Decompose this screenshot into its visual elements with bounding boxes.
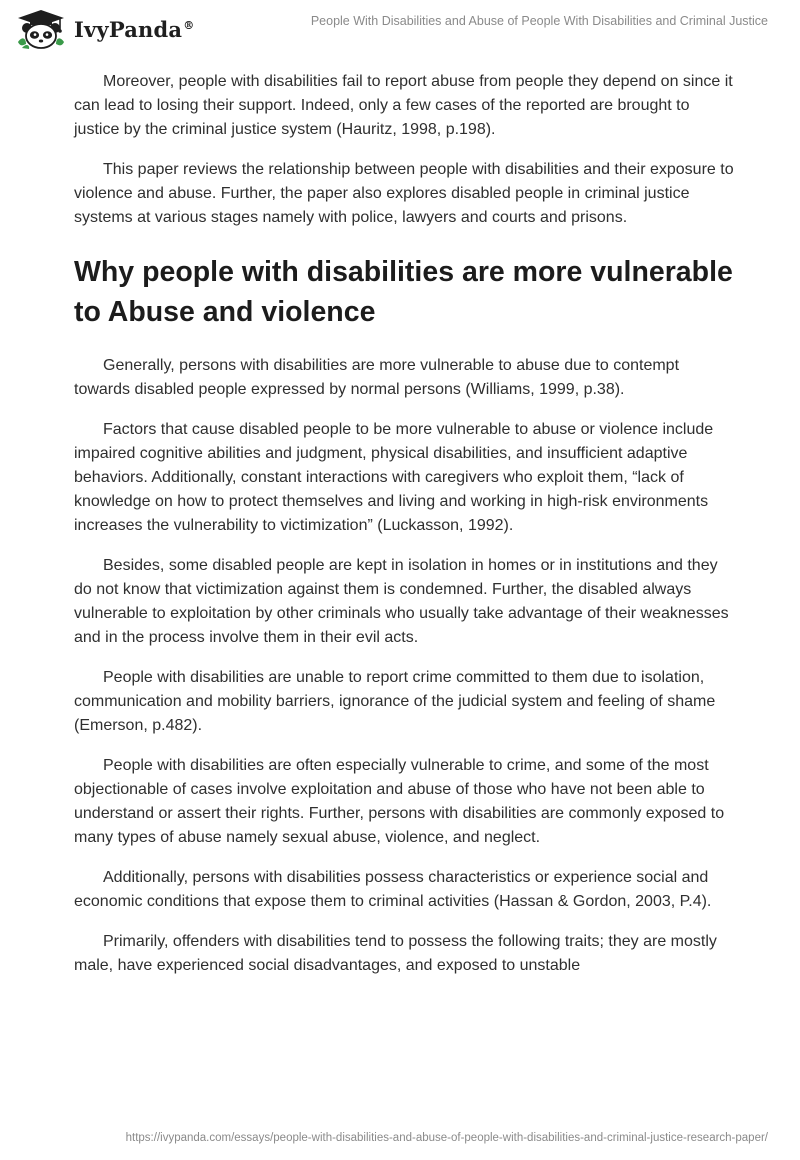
source-url[interactable]: https://ivypanda.com/essays/people-with-disabilities-and-abuse-of-people-with-disabilities-and-criminal-justice-research-paper/ — [125, 1132, 768, 1144]
ivypanda-logo[interactable] — [14, 8, 194, 50]
paragraph: People with disabilities are often especially vulnerable to crime, and some of the most objectionable of cases involve exploitation and abuse of those who have not been able to understand or assert their rights. Further, persons with disabilities are commonly exposed to many types of abuse namely sexual abuse, violence, and neglect. — [74, 757, 725, 846]
paragraph: Additionally, persons with disabilities possess characteristics or experience social and economic conditions that expose them to criminal activities (Hassan & Gordon, 2003, P.4). — [74, 869, 712, 910]
paragraph: Factors that cause disabled people to be more vulnerable to abuse or violence include impaired cognitive abilities and judgment, physical disabilities, and insufficient adaptive behaviors. Additionally, constant interactions with caregivers who exploit them, “lack of knowledge on how to protect themselves and living and working in high-risk environments increases the vulnerability to victimization” (Luckasson, 1992). — [74, 421, 714, 534]
logo-text: IvyPanda® — [74, 16, 195, 42]
paragraph: This paper reviews the relationship between people with disabilities and their exposure to violence and abuse. Further, the paper also explores disabled people in criminal justice systems at various stages namely with police, lawyers and courts and prisons. — [74, 161, 734, 226]
paragraph: Besides, some disabled people are kept in isolation in homes or in institutions and they do not know that victimization against them is condemned. Further, the disabled always vulnerable to exploitation by other criminals who usually take advantage of their weaknesses and in the process involve them in their evil acts. — [74, 557, 729, 646]
panda-graduate-icon — [14, 8, 68, 50]
paragraph: Moreover, people with disabilities fail to report abuse from people they depend on since it can lead to losing their support. Indeed, only a few cases of the reported are brought to justice by the criminal justice system (Hauritz, 1998, p.198). — [74, 73, 733, 138]
paragraph: People with disabilities are unable to report crime committed to them due to isolation, communication and mobility barriers, ignorance of the judicial system and feeling of shame (Emerson, p.482). — [74, 669, 716, 734]
page-header — [0, 0, 800, 70]
paragraph: Primarily, offenders with disabilities tend to possess the following traits; they are mostly male, have experienced social disadvantages, and exposed to unstable — [74, 933, 717, 974]
paragraph: Generally, persons with disabilities are more vulnerable to abuse due to contempt towards disabled people expressed by normal persons (Williams, 1999, p.38). — [74, 357, 680, 398]
document-title: People With Disabilities and Abuse of People With Disabilities and Criminal Justice — [310, 14, 768, 28]
essay-body — [74, 70, 734, 994]
section-heading: Why people with disabilities are more vulnerable to Abuse and violence — [74, 256, 733, 328]
